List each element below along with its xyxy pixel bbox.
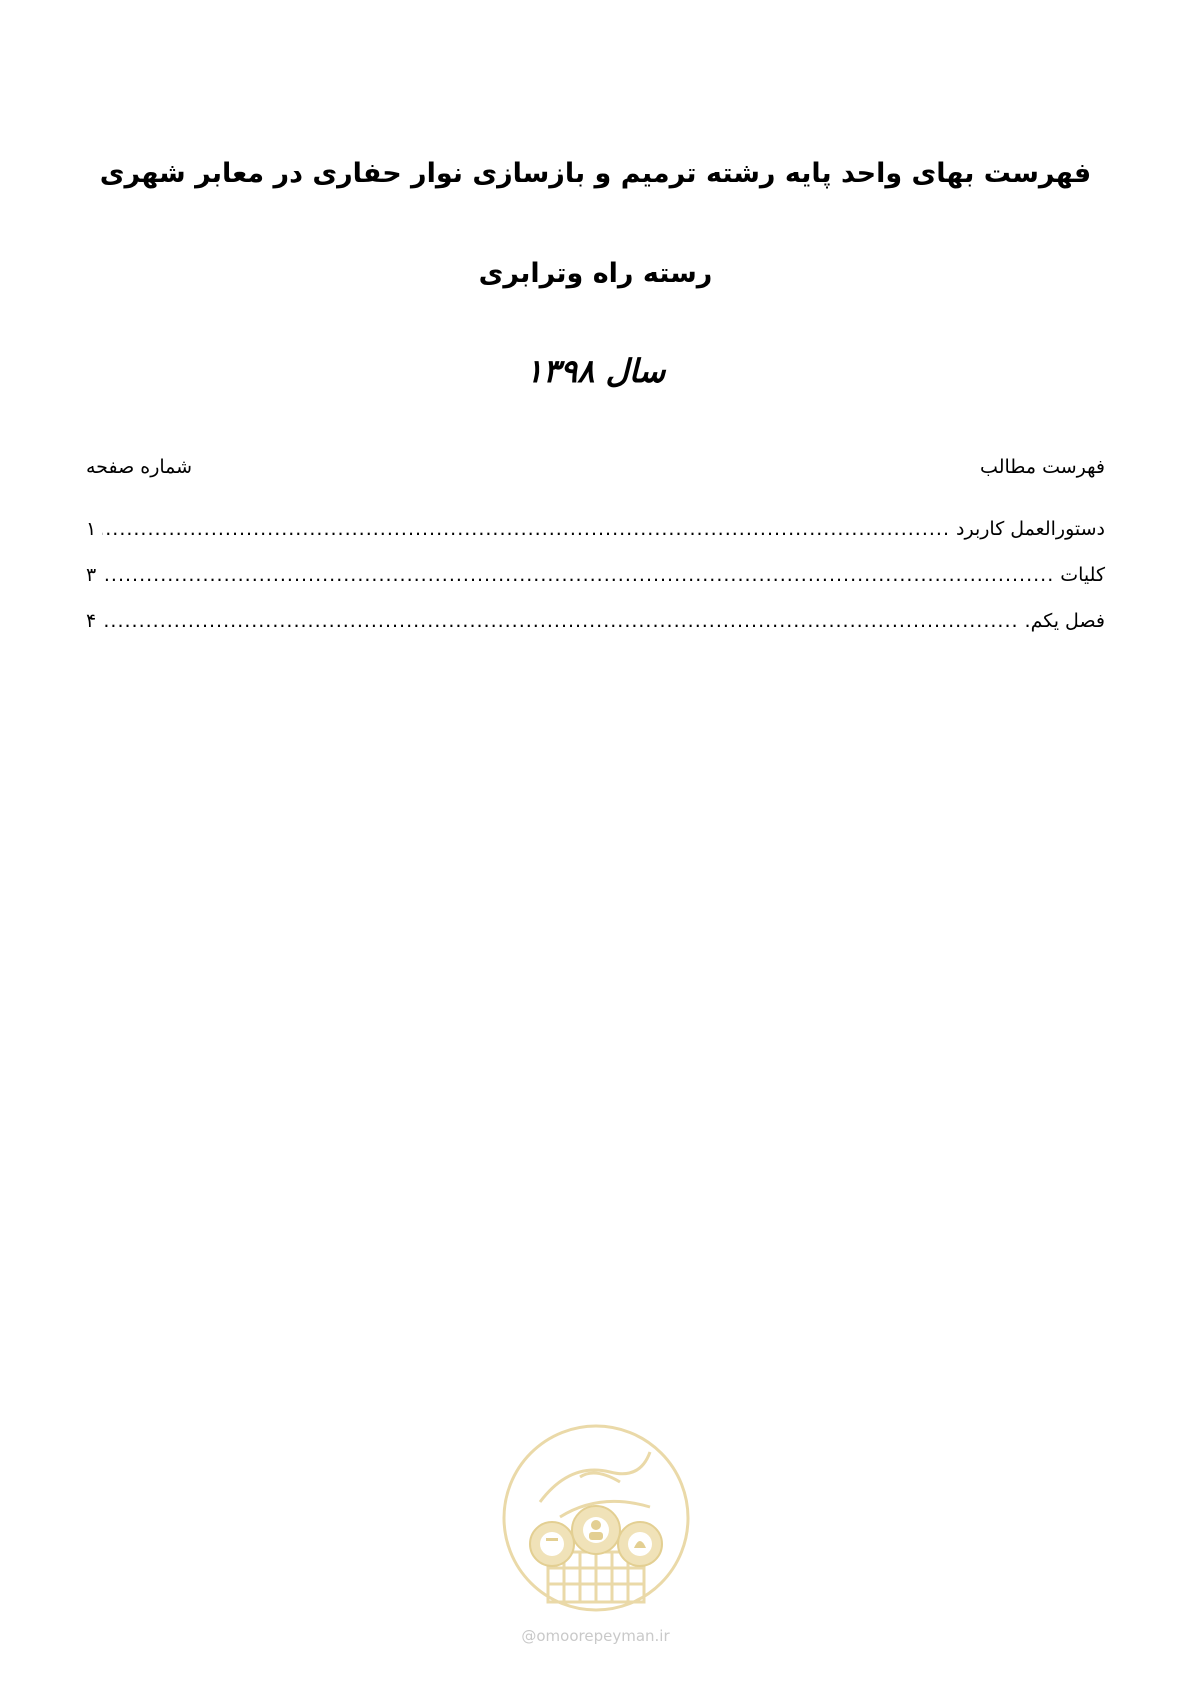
toc-entry-page: ۴ [86, 610, 97, 632]
watermark-url: @omoorepeyman.ir [521, 1627, 670, 1645]
toc-leader-dots [102, 518, 950, 540]
toc-leader-dots [102, 564, 1054, 586]
toc-header-page: شماره صفحه [86, 456, 193, 478]
toc-entry-page: ۳ [86, 564, 97, 586]
document-title: فهرست بهای واحد پایه رشته ترمیم و بازسازی نوار حفاری در معابر شهری [99, 158, 1092, 189]
toc-entry-title: دستورالعمل کاربرد [956, 518, 1105, 540]
toc-entry[interactable] [86, 564, 1105, 610]
toc-entry-title: فصل یکم. [1024, 610, 1105, 632]
toc-entry[interactable] [86, 610, 1105, 656]
toc-header-contents: فهرست مطالب [980, 456, 1105, 478]
omoore-peyman-logo-icon [500, 1422, 692, 1614]
document-year: سال ۱۳۹۸ [525, 352, 666, 390]
toc-header [86, 456, 1105, 486]
toc-entry[interactable] [86, 518, 1105, 564]
document-subtitle: رسته راه وترابری [478, 258, 713, 289]
toc-entry-page: ۱ [86, 518, 97, 540]
toc-entry-title: کلیات [1060, 564, 1105, 586]
toc-list [86, 518, 1105, 656]
toc-leader-dots [102, 610, 1018, 632]
